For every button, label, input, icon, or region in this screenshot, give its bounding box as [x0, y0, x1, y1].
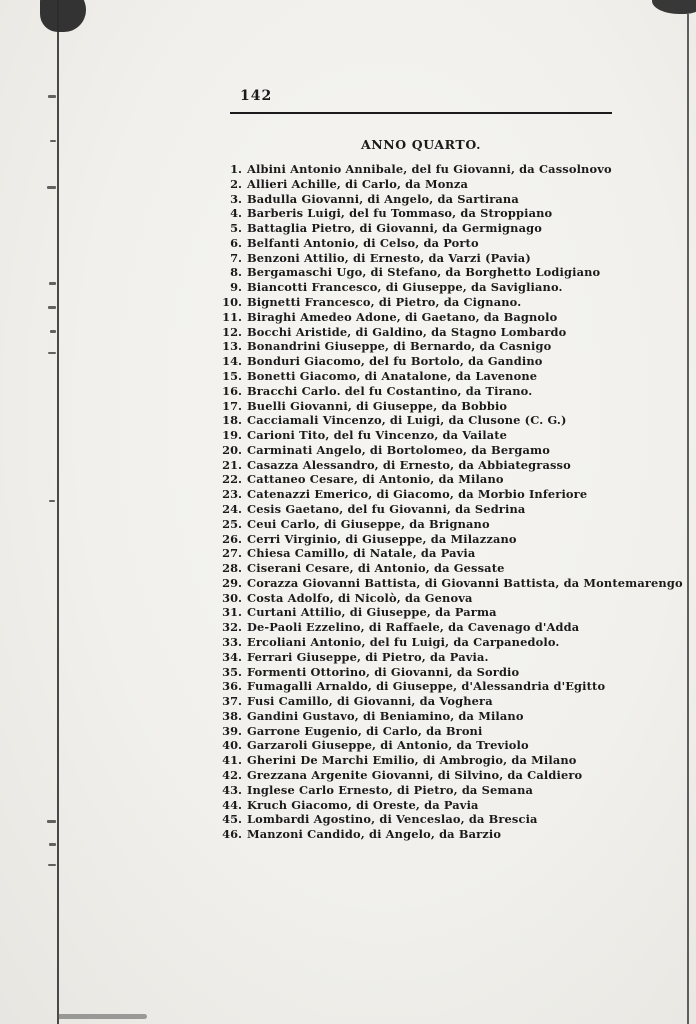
- list-item: [218, 575, 683, 591]
- list-item: [218, 443, 658, 458]
- entry-text: Formenti Ottorino, di Giovanni, da Sordio: [247, 664, 520, 679]
- entry-number: 44.: [222, 797, 242, 812]
- list-item: [218, 399, 658, 414]
- entry-text: Costa Adolfo, di Nicolò, da Genova: [247, 590, 473, 605]
- list-item: [218, 428, 658, 443]
- scan-smudge-bottom: [57, 1014, 147, 1019]
- entry-text: Chiesa Camillo, di Natale, da Pavia: [247, 546, 476, 561]
- entry-text: Garzaroli Giuseppe, di Antonio, da Treviolo: [247, 738, 529, 753]
- entry-number: 7.: [230, 250, 242, 265]
- entry-text: Gherini De Marchi Emilio, di Ambrogio, da Milano: [247, 753, 577, 768]
- list-item: [218, 561, 658, 576]
- list-item: [218, 812, 658, 827]
- entry-number: 41.: [222, 753, 242, 768]
- entry-number: 46.: [222, 827, 242, 842]
- entry-number: 31.: [222, 605, 242, 620]
- entry-number: 25.: [222, 516, 242, 531]
- entry-text: Battaglia Pietro, di Giovanni, da Germignago: [247, 221, 542, 236]
- entry-text: Kruch Giacomo, di Oreste, da Pavia: [247, 797, 479, 812]
- entry-text: Biancotti Francesco, di Giuseppe, da Savigliano.: [247, 280, 563, 295]
- list-item: [218, 280, 658, 295]
- list-item: [218, 236, 658, 251]
- entry-text: Carioni Tito, del fu Vincenzo, da Vailate: [247, 428, 508, 443]
- list-item: [218, 177, 658, 192]
- list-item: [218, 635, 658, 650]
- entry-text: Gandini Gustavo, di Beniamino, da Milano: [247, 708, 524, 723]
- entry-text: Ciserani Cesare, di Antonio, da Gessate: [247, 561, 505, 576]
- list-item: [218, 413, 658, 428]
- entry-number: 18.: [222, 413, 242, 428]
- list-item: [218, 738, 658, 753]
- list-item: [218, 487, 658, 502]
- list-item: [218, 458, 658, 473]
- section-heading: ANNO QUARTO.: [360, 137, 482, 152]
- entry-number: 33.: [222, 635, 242, 649]
- entry-text: Bonduri Giacomo, del fu Bortolo, da Gandino: [247, 354, 543, 369]
- entry-text: Bocchi Aristide, di Galdino, da Stagno Lombardo: [247, 324, 567, 339]
- entry-text: Allieri Achille, di Carlo, da Monza: [247, 176, 469, 191]
- list-item: [218, 517, 658, 532]
- entry-number: 11.: [222, 309, 242, 324]
- entry-text: Lombardi Agostino, di Venceslao, da Brescia: [247, 812, 538, 827]
- entry-number: 39.: [222, 723, 242, 738]
- entry-number: 21.: [222, 457, 242, 472]
- entry-number: 35.: [222, 664, 242, 679]
- entry-text: Bignetti Francesco, di Pietro, da Cignano.: [247, 295, 522, 310]
- entry-number: 22.: [222, 472, 242, 487]
- list-item: [218, 369, 658, 384]
- list-item: [218, 783, 658, 798]
- list-item: [218, 502, 658, 517]
- entry-number: 24.: [222, 501, 242, 516]
- scan-margin-mark: [48, 864, 56, 866]
- entry-text: Barberis Luigi, del fu Tommaso, da Stroppiano: [247, 206, 553, 221]
- list-item: [218, 827, 658, 842]
- entry-number: 38.: [222, 708, 242, 723]
- scan-margin-mark: [47, 820, 56, 823]
- list-item: [218, 650, 658, 665]
- list-item: [218, 694, 658, 709]
- entry-text: Bergamaschi Ugo, di Stefano, da Borghetto Lodigiano: [247, 265, 601, 280]
- entry-text: Cerri Virginio, di Giuseppe, da Milazzano: [247, 531, 517, 546]
- header-rule: [230, 112, 612, 114]
- list-item: [218, 221, 658, 236]
- entry-text: Badulla Giovanni, di Angelo, da Sartirana: [247, 191, 519, 206]
- list-item: [218, 709, 658, 724]
- scan-margin-mark: [47, 186, 56, 189]
- scan-margin-mark: [50, 330, 56, 333]
- entry-text: Grezzana Argenite Giovanni, di Silvino, da Caldiero: [247, 768, 583, 783]
- entry-number: 15.: [222, 368, 242, 383]
- entry-number: 9.: [230, 280, 242, 295]
- list-item: [218, 206, 658, 221]
- entry-text: Benzoni Attilio, di Ernesto, da Varzi (Pavia): [247, 250, 531, 265]
- entry-number: 8.: [230, 265, 242, 280]
- list-item: [218, 265, 658, 280]
- entry-text: Carminati Angelo, di Bortolomeo, da Bergamo: [247, 442, 550, 457]
- entry-number: 19.: [222, 428, 242, 443]
- page-number: 142: [240, 88, 273, 104]
- entry-number: 37.: [222, 694, 242, 709]
- entry-text: Inglese Carlo Ernesto, di Pietro, da Semana: [247, 782, 534, 797]
- entry-text: Curtani Attilio, di Giuseppe, da Parma: [247, 605, 497, 620]
- entry-number: 10.: [222, 295, 242, 310]
- list-item: [218, 665, 658, 680]
- entry-number: 45.: [222, 812, 242, 827]
- entry-text: Bonetti Giacomo, di Anatalone, da Lavenone: [247, 368, 538, 383]
- list-item: [218, 162, 658, 177]
- entry-number: 2.: [230, 176, 242, 191]
- entry-text: Fumagalli Arnaldo, di Giuseppe, d'Alessandria d'Egitto: [247, 679, 606, 694]
- scan-margin-mark: [48, 306, 56, 309]
- entry-number: 28.: [222, 561, 242, 576]
- entry-number: 4.: [230, 206, 242, 221]
- list-item: [218, 472, 658, 487]
- name-list: [218, 162, 683, 842]
- entry-number: 13.: [222, 339, 242, 354]
- list-item: [218, 532, 658, 547]
- entry-text: Belfanti Antonio, di Celso, da Porto: [247, 235, 479, 250]
- entry-text: Bonandrini Giuseppe, di Bernardo, da Casnigo: [247, 339, 552, 354]
- entry-number: 14.: [222, 354, 242, 369]
- entry-text: Garrone Eugenio, di Carlo, da Broni: [247, 723, 483, 738]
- entry-number: 40.: [222, 738, 242, 753]
- list-item: [218, 605, 658, 620]
- entry-number: 27.: [222, 546, 242, 561]
- entry-number: 3.: [230, 191, 242, 206]
- list-item: [218, 251, 658, 266]
- list-item: [218, 546, 658, 561]
- list-item: [218, 192, 658, 207]
- scan-margin-mark: [50, 140, 56, 142]
- scan-margin-mark: [49, 500, 55, 502]
- list-item: [218, 354, 658, 369]
- entry-number: 16.: [222, 383, 242, 398]
- entry-number: 5.: [230, 221, 242, 236]
- entry-text: Ferrari Giuseppe, di Pietro, da Pavia.: [247, 649, 489, 664]
- list-item: [218, 620, 658, 635]
- entry-text: Cacciamali Vincenzo, di Luigi, da Clusone (C. G.): [247, 413, 567, 428]
- entry-number: 36.: [222, 679, 242, 694]
- entry-number: 32.: [222, 620, 242, 635]
- entry-text: Ercoliani Antonio, del fu Luigi, da Carpanedolo.: [247, 635, 560, 649]
- entry-number: 17.: [222, 398, 242, 413]
- entry-text: Catenazzi Emerico, di Giacomo, da Morbio Inferiore: [247, 487, 588, 502]
- list-item: [218, 679, 658, 694]
- scan-margin-mark: [48, 95, 56, 98]
- entry-number: 23.: [222, 487, 242, 502]
- list-item: [218, 768, 658, 783]
- list-item: [218, 724, 658, 739]
- entry-text: Albini Antonio Annibale, del fu Giovanni, da Cassolnovo: [247, 162, 612, 176]
- entry-number: 1.: [230, 162, 242, 176]
- entry-number: 42.: [222, 768, 242, 783]
- entry-number: 20.: [222, 442, 242, 457]
- entry-text: Bracchi Carlo. del fu Costantino, da Tirano.: [247, 383, 533, 398]
- list-item: [218, 325, 658, 340]
- list-item: [218, 591, 658, 606]
- scan-margin-mark: [49, 843, 56, 846]
- scan-margin-mark: [49, 282, 56, 285]
- entry-number: 6.: [230, 235, 242, 250]
- list-item: [218, 310, 658, 325]
- entry-text: Fusi Camillo, di Giovanni, da Voghera: [247, 694, 493, 709]
- scan-margin-mark: [48, 352, 56, 354]
- entry-text: Cattaneo Cesare, di Antonio, da Milano: [247, 472, 504, 487]
- entry-text: Corazza Giovanni Battista, di Giovanni Battista, da Montemarengo: [247, 575, 683, 590]
- entry-text: Cesis Gaetano, del fu Giovanni, da Sedrina: [247, 501, 526, 516]
- list-item: [218, 339, 658, 354]
- entry-text: Biraghi Amedeo Adone, di Gaetano, da Bagnolo: [247, 309, 558, 324]
- list-item: [218, 798, 658, 813]
- entry-text: Casazza Alessandro, di Ernesto, da Abbiategrasso: [247, 457, 571, 472]
- entry-number: 26.: [222, 531, 242, 546]
- scan-edge-right-line: [687, 14, 689, 1024]
- entry-number: 34.: [222, 649, 242, 664]
- list-item: [218, 384, 658, 399]
- entry-text: Manzoni Candido, di Angelo, da Barzio: [247, 827, 502, 842]
- entry-text: Buelli Giovanni, di Giuseppe, da Bobbio: [247, 398, 508, 413]
- entry-number: 12.: [222, 324, 242, 339]
- list-item: [218, 753, 658, 768]
- scan-edge-left-line: [57, 0, 59, 1024]
- entry-text: Ceui Carlo, di Giuseppe, da Brignano: [247, 516, 490, 531]
- list-item: [218, 295, 658, 310]
- entry-text: De-Paoli Ezzelino, di Raffaele, da Cavenago d'Adda: [247, 620, 580, 635]
- entry-number: 29.: [222, 575, 242, 590]
- entry-number: 30.: [222, 590, 242, 605]
- entry-number: 43.: [222, 782, 242, 797]
